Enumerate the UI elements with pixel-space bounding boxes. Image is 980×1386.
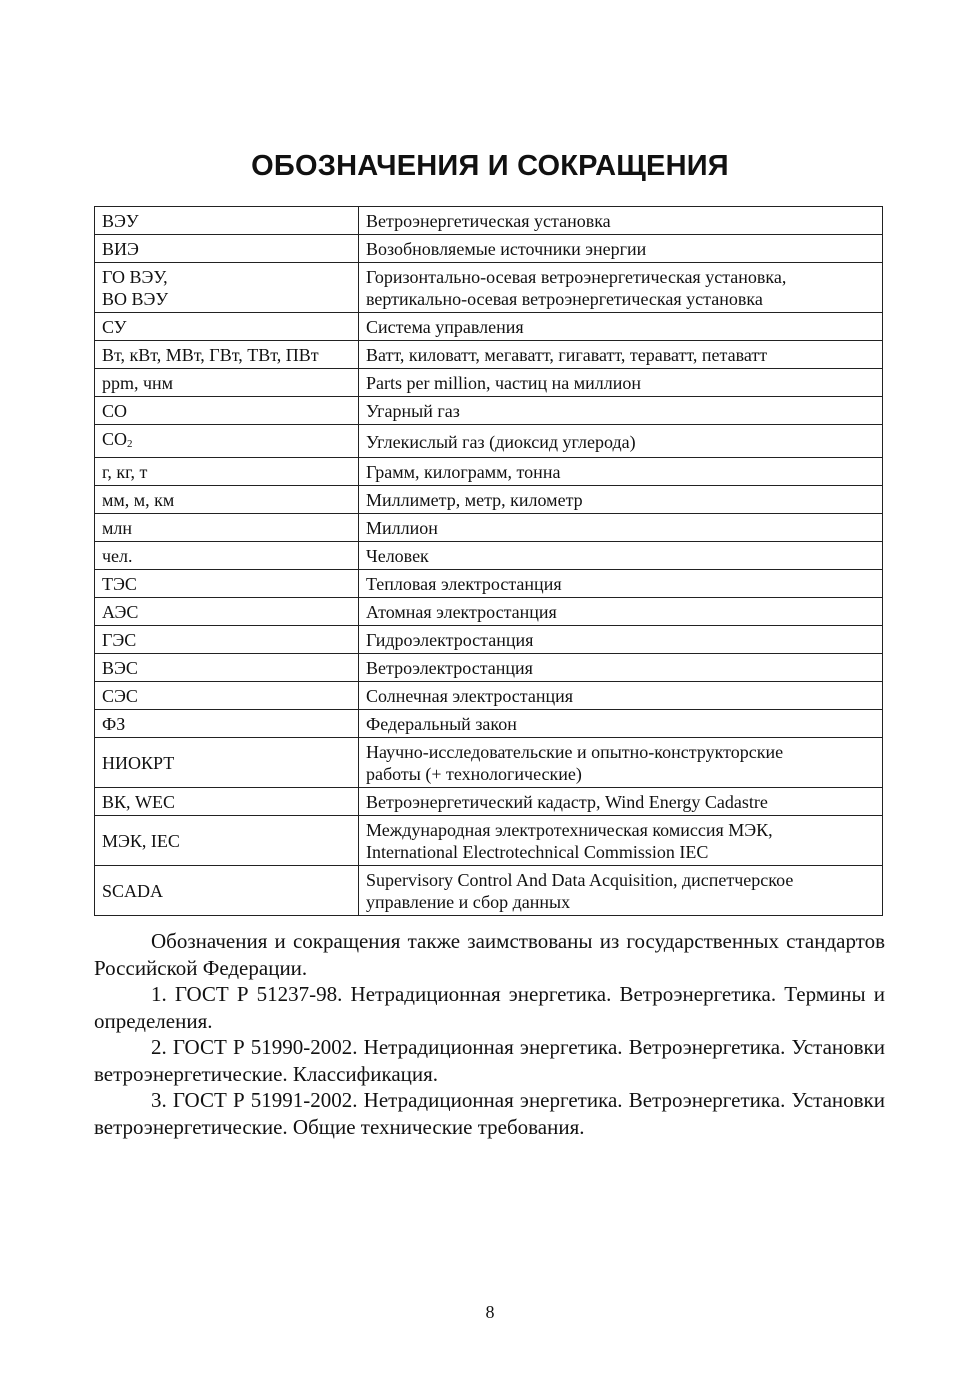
description-cell — [359, 458, 883, 486]
description-cell — [359, 816, 883, 866]
abbreviation-cell — [95, 458, 359, 486]
abbreviation-text: CO — [102, 401, 128, 421]
table-row — [95, 397, 883, 425]
table-row — [95, 570, 883, 598]
abbreviation-text: СЭС — [102, 686, 138, 706]
abbreviation-cell — [95, 514, 359, 542]
table-row — [95, 486, 883, 514]
abbreviation-cell — [95, 542, 359, 570]
table-row — [95, 654, 883, 682]
abbreviation-cell — [95, 207, 359, 235]
abbreviation-cell — [95, 654, 359, 682]
abbreviations-table — [94, 206, 883, 916]
description-text: Атомная электростанция — [366, 602, 557, 622]
description-text: Углекислый газ (диоксид углерода) — [366, 431, 636, 452]
description-text: Ватт, киловатт, мегаватт, гигаватт, тераватт, петаватт — [366, 345, 768, 365]
abbreviation-text: ppm, чнм — [102, 373, 174, 393]
table-row — [95, 816, 883, 866]
description-cell — [359, 486, 883, 514]
abbreviation-text: г, кг, т — [102, 462, 148, 482]
description-cell — [359, 598, 883, 626]
description-cell — [359, 738, 883, 788]
abbreviation-subscript: 2 — [127, 438, 133, 450]
abbreviation-cell — [95, 341, 359, 369]
description-text: управление и сбор данных — [366, 892, 571, 912]
table-row — [95, 514, 883, 542]
table-row — [95, 341, 883, 369]
description-cell — [359, 654, 883, 682]
description-text: Тепловая электростанция — [366, 574, 562, 594]
description-text: Горизонтально-осевая ветроэнергетическая установка, — [366, 267, 787, 287]
description-text: Миллион — [366, 518, 438, 538]
description-cell — [359, 397, 883, 425]
page-title: ОБОЗНАЧЕНИЯ И СОКРАЩЕНИЯ — [251, 150, 729, 182]
table-row — [95, 425, 883, 458]
table-row — [95, 866, 883, 916]
abbreviation-cell — [95, 313, 359, 341]
description-text: Грамм, килограмм, тонна — [366, 462, 561, 482]
table-row — [95, 313, 883, 341]
description-cell — [359, 425, 883, 458]
description-text: Миллиметр, метр, километр — [366, 490, 583, 510]
description-cell — [359, 369, 883, 397]
abbreviation-cell — [95, 816, 359, 866]
abbreviation-text: SCADA — [102, 881, 164, 901]
description-text: работы (+ технологические) — [366, 764, 582, 784]
description-cell — [359, 514, 883, 542]
abbreviation-text: ГО ВЭУ, — [102, 267, 168, 287]
description-cell — [359, 207, 883, 235]
description-text: Солнечная электростанция — [366, 686, 574, 706]
table-row — [95, 263, 883, 313]
description-text: вертикально-осевая ветроэнергетическая установка — [366, 289, 763, 309]
table-row — [95, 682, 883, 710]
abbreviation-cell — [95, 598, 359, 626]
description-text: Международная электротехническая комиссия МЭК, — [366, 820, 773, 840]
description-cell — [359, 682, 883, 710]
abbreviation-text: АЭС — [102, 602, 139, 622]
table-row — [95, 710, 883, 738]
abbreviation-cell — [95, 397, 359, 425]
body-text — [94, 928, 885, 1140]
description-text: Научно-исследовательские и опытно-конструкторские — [366, 742, 784, 762]
abbreviation-cell — [95, 710, 359, 738]
description-text: Supervisory Control And Data Acquisition, диспетчерское — [366, 870, 794, 890]
description-cell — [359, 542, 883, 570]
abbreviation-text: МЭК, IEC — [102, 831, 180, 851]
abbreviation-text: НИОКРТ — [102, 753, 175, 773]
abbreviation-text: ГЭС — [102, 630, 137, 650]
description-cell — [359, 263, 883, 313]
abbreviation-cell — [95, 263, 359, 313]
description-text: Ветроэлектростанция — [366, 658, 533, 678]
description-text: International Electrotechnical Commission IEC — [366, 842, 709, 862]
table-row — [95, 788, 883, 816]
abbreviation-text: СУ — [102, 317, 127, 337]
abbreviation-text: чел. — [102, 546, 133, 566]
abbreviation-text: ВЭС — [102, 658, 138, 678]
description-text: Ветроэнергетическая установка — [366, 211, 611, 231]
description-text: Parts per million, частиц на миллион — [366, 373, 642, 393]
abbreviation-cell — [95, 369, 359, 397]
table-row — [95, 598, 883, 626]
abbreviation-cell — [95, 486, 359, 514]
table-row — [95, 458, 883, 486]
table-row — [95, 369, 883, 397]
description-text: Ветроэнергетический кадастр, Wind Energy Cadastre — [366, 792, 768, 812]
abbreviation-cell — [95, 866, 359, 916]
description-cell — [359, 313, 883, 341]
description-cell — [359, 341, 883, 369]
description-text: Гидроэлектростанция — [366, 630, 534, 650]
abbreviation-text: ВИЭ — [102, 239, 139, 259]
description-cell — [359, 866, 883, 916]
abbreviation-cell — [95, 738, 359, 788]
abbreviation-cell — [95, 570, 359, 598]
abbreviation-cell — [95, 425, 359, 458]
abbreviation-text: млн — [102, 518, 133, 538]
description-text: Система управления — [366, 317, 524, 337]
abbreviation-text: ВК, WEC — [102, 792, 176, 812]
description-text: Угарный газ — [366, 401, 460, 421]
abbreviation-text: CO — [102, 429, 128, 449]
description-cell — [359, 235, 883, 263]
abbreviation-text: ТЭС — [102, 574, 137, 594]
table-row — [95, 207, 883, 235]
abbreviation-text: ВО ВЭУ — [102, 289, 169, 309]
paragraph-standard-3: 3. ГОСТ Р 51991-2002. Нетрадиционная энергетика. Ветроэнергетика. Установки ветроэнергетические. Общие технические требования. — [94, 1088, 885, 1139]
table-row — [95, 626, 883, 654]
abbreviation-text: Вт, кВт, МВт, ГВт, ТВт, ПВт — [102, 345, 319, 365]
description-text: Федеральный закон — [366, 714, 517, 734]
abbreviation-cell — [95, 788, 359, 816]
description-cell — [359, 788, 883, 816]
abbreviation-cell — [95, 682, 359, 710]
page-number: 8 — [485, 1302, 495, 1322]
abbreviation-text: ФЗ — [102, 714, 126, 734]
description-text: Возобновляемые источники энергии — [366, 239, 647, 259]
abbreviation-cell — [95, 626, 359, 654]
description-cell — [359, 570, 883, 598]
description-cell — [359, 710, 883, 738]
table-row — [95, 235, 883, 263]
paragraph-intro: Обозначения и сокращения также заимствованы из государственных стандартов Российской Федерации. — [94, 929, 885, 980]
abbreviation-text: мм, м, км — [102, 490, 175, 510]
description-text: Человек — [366, 546, 429, 566]
abbreviation-cell — [95, 235, 359, 263]
table-row — [95, 542, 883, 570]
paragraph-standard-2: 2. ГОСТ Р 51990-2002. Нетрадиционная энергетика. Ветроэнергетика. Установки ветроэнергетические. Классификация. — [94, 1035, 885, 1086]
table-row — [95, 738, 883, 788]
paragraph-standard-1: 1. ГОСТ Р 51237-98. Нетрадиционная энергетика. Ветроэнергетика. Термины и определения. — [94, 982, 885, 1033]
abbreviation-text: ВЭУ — [102, 211, 139, 231]
description-cell — [359, 626, 883, 654]
